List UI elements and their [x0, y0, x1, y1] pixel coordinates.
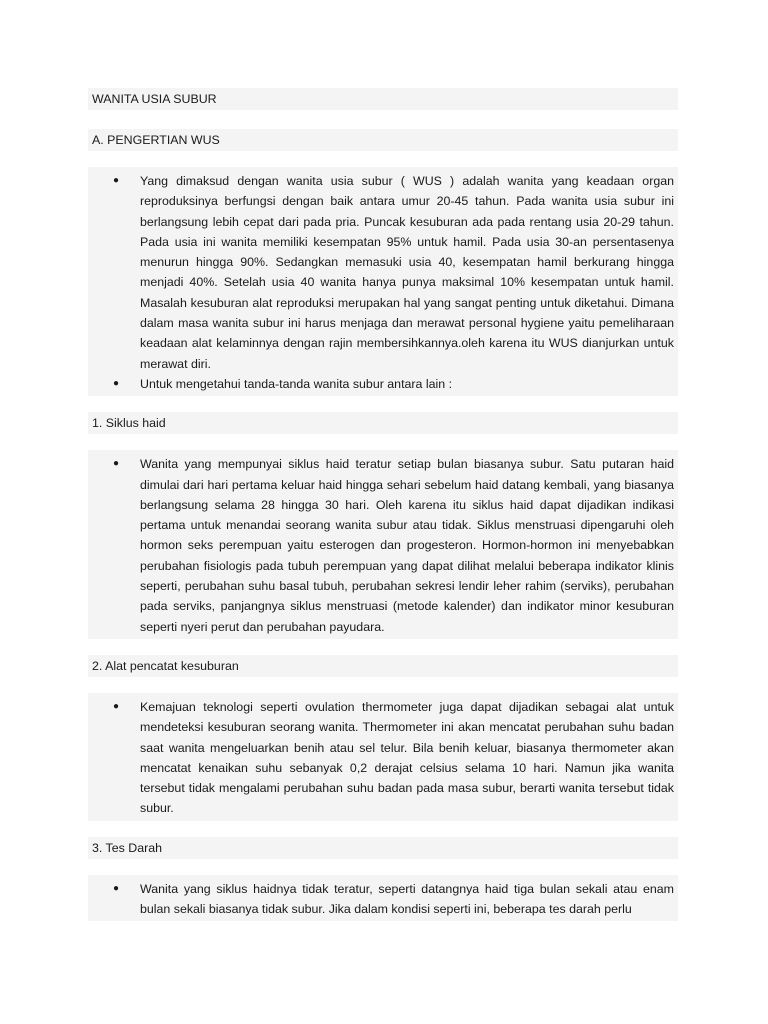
bullet-icon: ●	[113, 700, 120, 712]
list-item	[88, 454, 674, 637]
section-2-paragraph: Kemajuan teknologi seperti ovulation thermometer juga dapat dijadikan sebagai alat untuk mendeteksi kesuburan seorang wanita. Thermometer ini akan mencatat perubahan suhu badan saat wanita mengeluarkan benih atau sel telur. Bila benih keluar, biasanya thermometer akan mencatat kenaikan suhu sebanyak 0,2 derajat celsius selama 10 hari. Namun jika wanita tersebut tidak mengalami perubahan suhu badan pada masa subur, berarti wanita tersebut tidak subur.	[140, 699, 674, 816]
bullet-icon: ●	[113, 458, 120, 470]
section-a-paragraph-2: Untuk mengetahui tanda-tanda wanita subur antara lain :	[140, 376, 453, 391]
section-a-heading: A. PENGERTIAN WUS	[88, 129, 678, 151]
section-3-list	[88, 875, 678, 921]
section-1-paragraph: Wanita yang mempunyai siklus haid teratur setiap bulan biasanya subur. Satu putaran haid dimulai dari hari pertama keluar haid hingga sehari sebelum haid datang kembali, yang biasanya berlangsung selama 28 hingga 30 hari. Oleh karena itu siklus haid dapat dijadikan indikasi pertama untuk menandai seorang wanita subur atau tidak. Siklus menstruasi dipengaruhi oleh hormon seks perempuan yaitu esterogen dan progesteron. Hormon-hormon ini menyebabkan perubahan fisiologis pada tubuh perempuan yang dapat dilihat melalui beberapa indikator klinis seperti, perubahan suhu basal tubuh, perubahan sekresi lendir leher rahim (serviks), perubahan pada serviks, panjangnya siklus menstruasi (metode kalender) dan indikator minor kesuburan seperti nyeri perut dan perubahan payudara.	[140, 457, 674, 634]
bullet-icon: ●	[113, 882, 120, 894]
document-title: WANITA USIA SUBUR	[88, 88, 678, 110]
section-3-heading: 3. Tes Darah	[88, 837, 678, 859]
bullet-icon: ●	[113, 377, 120, 389]
document-page	[88, 88, 678, 921]
list-item	[88, 171, 674, 374]
section-1-heading: 1. Siklus haid	[88, 412, 678, 434]
section-a-paragraph-1: Yang dimaksud dengan wanita usia subur ( WUS ) adalah wanita yang keadaan organ reproduksinya berfungsi dengan baik antara umur 20-45 tahun. Pada wanita usia subur ini berlangsung lebih cepat dari pada pria. Puncak kesuburan ada pada rentang usia 20-29 tahun. Pada usia ini wanita memiliki kesempatan 95% untuk hamil. Pada usia 30-an persentasenya menurun hingga 90%. Sedangkan memasuki usia 40, kesempatan hamil berkurang hingga menjadi 40%. Setelah usia 40 wanita hanya punya maksimal 10% kesempatan untuk hamil. Masalah kesuburan alat reproduksi merupakan hal yang sangat penting untuk diketahui. Dimana dalam masa wanita subur ini harus menjaga dan merawat personal hygiene yaitu pemeliharaan keadaan alat kelaminnya dengan rajin membersihkannya.oleh karena itu WUS dianjurkan untuk merawat diri.	[140, 174, 674, 371]
list-item	[88, 879, 674, 919]
bullet-icon: ●	[113, 175, 120, 186]
section-2-list	[88, 693, 678, 821]
section-3-paragraph: Wanita yang siklus haidnya tidak teratur, seperti datangnya haid tiga bulan sekali atau enam bulan sekali biasanya tidak subur. Jika dalam kondisi seperti ini, beberapa tes darah perlu	[140, 881, 674, 917]
section-a-list	[88, 167, 678, 396]
list-item	[88, 374, 674, 394]
section-1-list	[88, 450, 678, 639]
section-2-heading: 2. Alat pencatat kesuburan	[88, 655, 678, 677]
list-item	[88, 697, 674, 819]
